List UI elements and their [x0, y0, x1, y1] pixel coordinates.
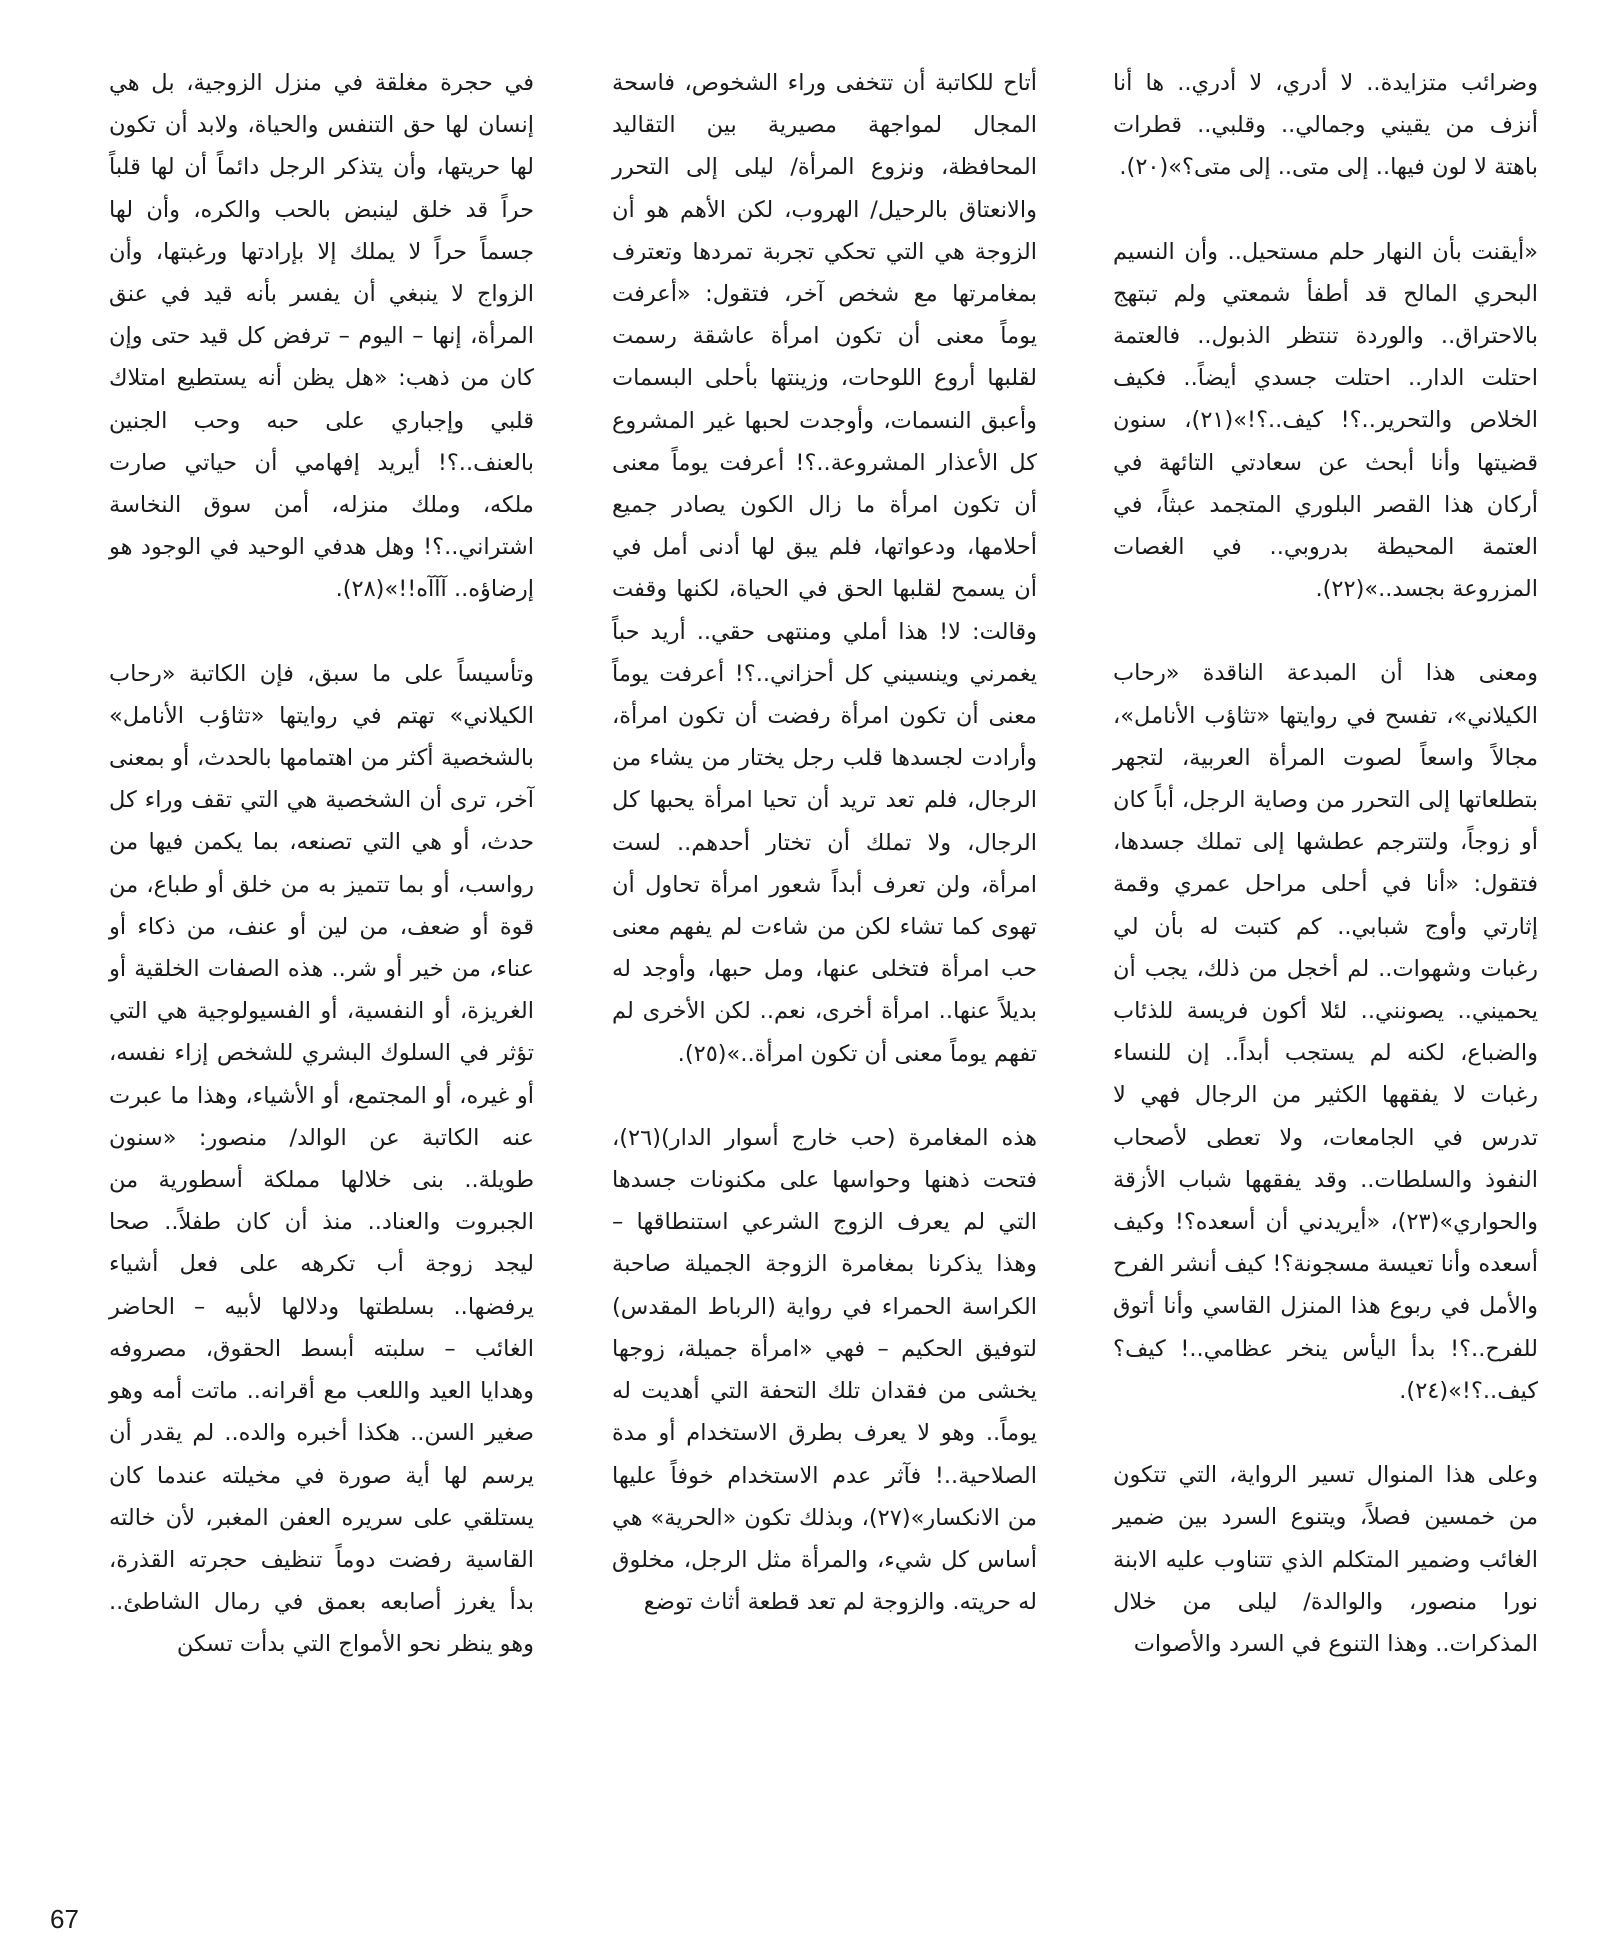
paragraph: في حجرة مغلقة في منزل الزوجية، بل هي إنسان لها حق التنفس والحياة، ولابد أن تكون لها حريتها، وأن يتذكر الرجل دائماً أن لها قلباً حراً قد خلق لينبض بالحب والكره، وأن لها جسماً حراً لا يملك إلا بإرادتها ورغبتها، وأن الزواج لا ينبغي أن يفسر بأنه قيد في عنق المرأة، إنها – اليوم – ترفض كل قيد حتى وإن كان من ذهب: «هل يظن أنه يستطيع امتلاك قلبي وإجباري على حبه وحب الجنين بالعنف..؟! أيريد إفهامي أن حياتي صارت ملكه، وملك منزله، أمن سوق النخاسة اشتراني..؟! وهل هدفي الوحيد في الوجود هو إرضاؤه.. آآآه!!»(٢٨).: [109, 70, 534, 603]
paragraph: وتأسيساً على ما سبق، فإن الكاتبة «رحاب الكيلاني» تهتم في روايتها «تثاؤب الأنامل» بالشخصية أكثر من اهتمامها بالحدث، أو بمعنى آخر، ترى أن الشخصية هي التي تقف وراء كل حدث، أو هي التي تصنعه، بما يكمن فيها من رواسب، أو بما تتميز به من خلق أو طباع، من قوة أو ضعف، من لين أو عنف، من ذكاء أو عناء، من خير أو شر.. هذه الصفات الخلقية أو الغريزة، أو النفسية، أو الفسيولوجية هي التي تؤثر في السلوك البشري للشخص إزاء نفسه، أو غيره، أو المجتمع، أو الأشياء، وهذا ما عبرت عنه الكاتبة عن الوالد/ منصور: «سنون طويلة.. بنى خلالها مملكة أسطورية من الجبروت والعناد.. منذ أن كان طفلاً.. صحا ليجد زوجة أب تكرهه على فعل أشياء يرفضها.. بسلطتها ودلالها لأبيه – الحاضر الغائب – سلبته أبسط الحقوق، مصروفه وهدايا العيد واللعب مع أقرانه.. ماتت أمه وهو صغير السن.. هكذا أخبره والده.. لم يقدر أن يرسم لها أية صورة في مخيلته عندما كان يستلقي على سريره العفن المغبر، لأن خالته القاسية رفضت دوماً تنظيف حجرته القذرة، بدأ يغرز أصابعه بعمق في رمال الشاطئ.. وهو ينظر نحو الأمواج التي بدأت تسكن: [109, 660, 534, 1658]
text-column-left: [109, 62, 534, 1666]
paragraph: وعلى هذا المنوال تسير الرواية، التي تتكون من خمسين فصلاً، ويتنوع السرد بين ضمير الغائب وضمير المتكلم الذي تتناوب عليه الابنة نورا منصور، والوالدة/ ليلى من خلال المذكرات.. وهذا التنوع في السرد والأصوات: [1113, 1462, 1538, 1657]
paragraph: وضرائب متزايدة.. لا أدري، لا أدري.. ها أنا أنزف من يقيني وجمالي.. وقلبي.. قطرات باهتة لا لون فيها.. إلى متى.. إلى متى؟»(٢٠).: [1113, 70, 1538, 181]
paragraph: «أيقنت بأن النهار حلم مستحيل.. وأن النسيم البحري المالح قد أطفأ شمعتي ولم تبتهج بالاحتراق.. والوردة تنتظر الذبول.. فالعتمة احتلت الدار.. احتلت جسدي أيضاً.. فكيف الخلاص والتحرير..؟! كيف..؟!»(٢١)، سنون قضيتها وأنا أبحث عن سعادتي التائهة في أركان هذا القصر البلوري المتجمد عبثاً، في العتمة المحيطة بدروبي.. في الغصات المزروعة بجسد..»(٢٢).: [1113, 238, 1538, 603]
paragraph: ومعنى هذا أن المبدعة الناقدة «رحاب الكيلاني»، تفسح في روايتها «تثاؤب الأنامل»، مجالاً واسعاً لصوت المرأة العربية، لتجهر بتطلعاتها إلى التحرر من وصاية الرجل، أباً كان أو زوجاً، ولتترجم عطشها إلى تملك جسدها، فتقول: «أنا في أحلى مراحل عمري وقمة إثارتي وأوج شبابي.. كم كتبت له بأن لي رغبات وشهوات.. لم أخجل من ذلك، يجب أن يحميني.. يصونني.. لئلا أكون فريسة للذئاب والضباع، لكنه لم يستجب أبداً.. إن للنساء رغبات لا يفقهها الكثير من الرجال فهي لا تدرس في الجامعات، ولا تعطى لأصحاب النفوذ والسلطات.. وقد يفقهها شباب الأزقة والحواري»(٢٣)، «أيريدني أن أسعده؟! وكيف أسعده وأنا تعيسة مسجونة؟! كيف أنشر الفرح والأمل في ربوع هذا المنزل القاسي وأنا أتوق للفرح..؟! بدأ اليأس ينخر عظامي..! كيف؟ كيف..؟!»(٢٤).: [1113, 660, 1538, 1404]
paragraph: أتاح للكاتبة أن تتخفى وراء الشخوص، فاسحة المجال لمواجهة مصيرية بين التقاليد المحافظة، ونزوع المرأة/ ليلى إلى التحرر والانعتاق بالرحيل/ الهروب، لكن الأهم هو أن الزوجة هي التي تحكي تجربة تمردها وتعترف بمغامرتها مع شخص آخر، فتقول: «أعرفت يوماً معنى أن تكون امرأة عاشقة رسمت لقلبها أروع اللوحات، وزينتها بأحلى البسمات وأعبق النسمات، وأوجدت لحبها غير المشروع كل الأعذار المشروعة..؟! أعرفت يوماً معنى أن تكون امرأة ما زال الكون يصادر جميع أحلامها، ودعواتها، فلم يبق لها أدنى أمل في أن يسمح لقلبها الحق في الحياة، لكنها وقفت وقالت: لا! هذا أملي ومنتهى حقي.. أريد حباً يغمرني وينسيني كل أحزاني..؟! أعرفت يوماً معنى أن تكون امرأة رفضت أن تكون امرأة، وأرادت لجسدها قلب رجل يختار من يشاء من الرجال، فلم تعد تريد أن تحيا امرأة يحبها كل الرجال، ولا تملك أن تختار أحدهم.. لست امرأة، ولن تعرف أبداً شعور امرأة تحاول أن تهوى كما تشاء لكن من شاءت لم يفهم معنى حب امرأة فتخلى عنها، ومل حبها، وأوجد له بديلاً عنها.. امرأة أخرى، نعم.. لكن الأخرى لم تفهم يوماً معنى أن تكون امرأة..»(٢٥).: [612, 70, 1037, 1067]
text-column-middle: [612, 62, 1037, 1623]
page-number: 67: [50, 1904, 79, 1934]
paragraph: هذه المغامرة (حب خارج أسوار الدار)(٢٦)، فتحت ذهنها وحواسها على مكنونات جسدها التي لم يعرف الزوج الشرعي استنطاقها – وهذا يذكرنا بمغامرة الزوجة الجميلة صاحبة الكراسة الحمراء في رواية (الرباط المقدس) لتوفيق الحكيم – فهي «امرأة جميلة، زوجها يخشى من فقدان تلك التحفة التي أهديت له يوماً.. وهو لا يعرف بطرق الاستخدام أو مدة الصلاحية..! فآثر عدم الاستخدام خوفاً عليها من الانكسار»(٢٧)، وبذلك تكون «الحرية» هي أساس كل شيء، والمرأة مثل الرجل، مخلوق له حريته. والزوجة لم تعد قطعة أثاث توضع: [612, 1124, 1037, 1616]
text-column-right: [1113, 62, 1538, 1665]
